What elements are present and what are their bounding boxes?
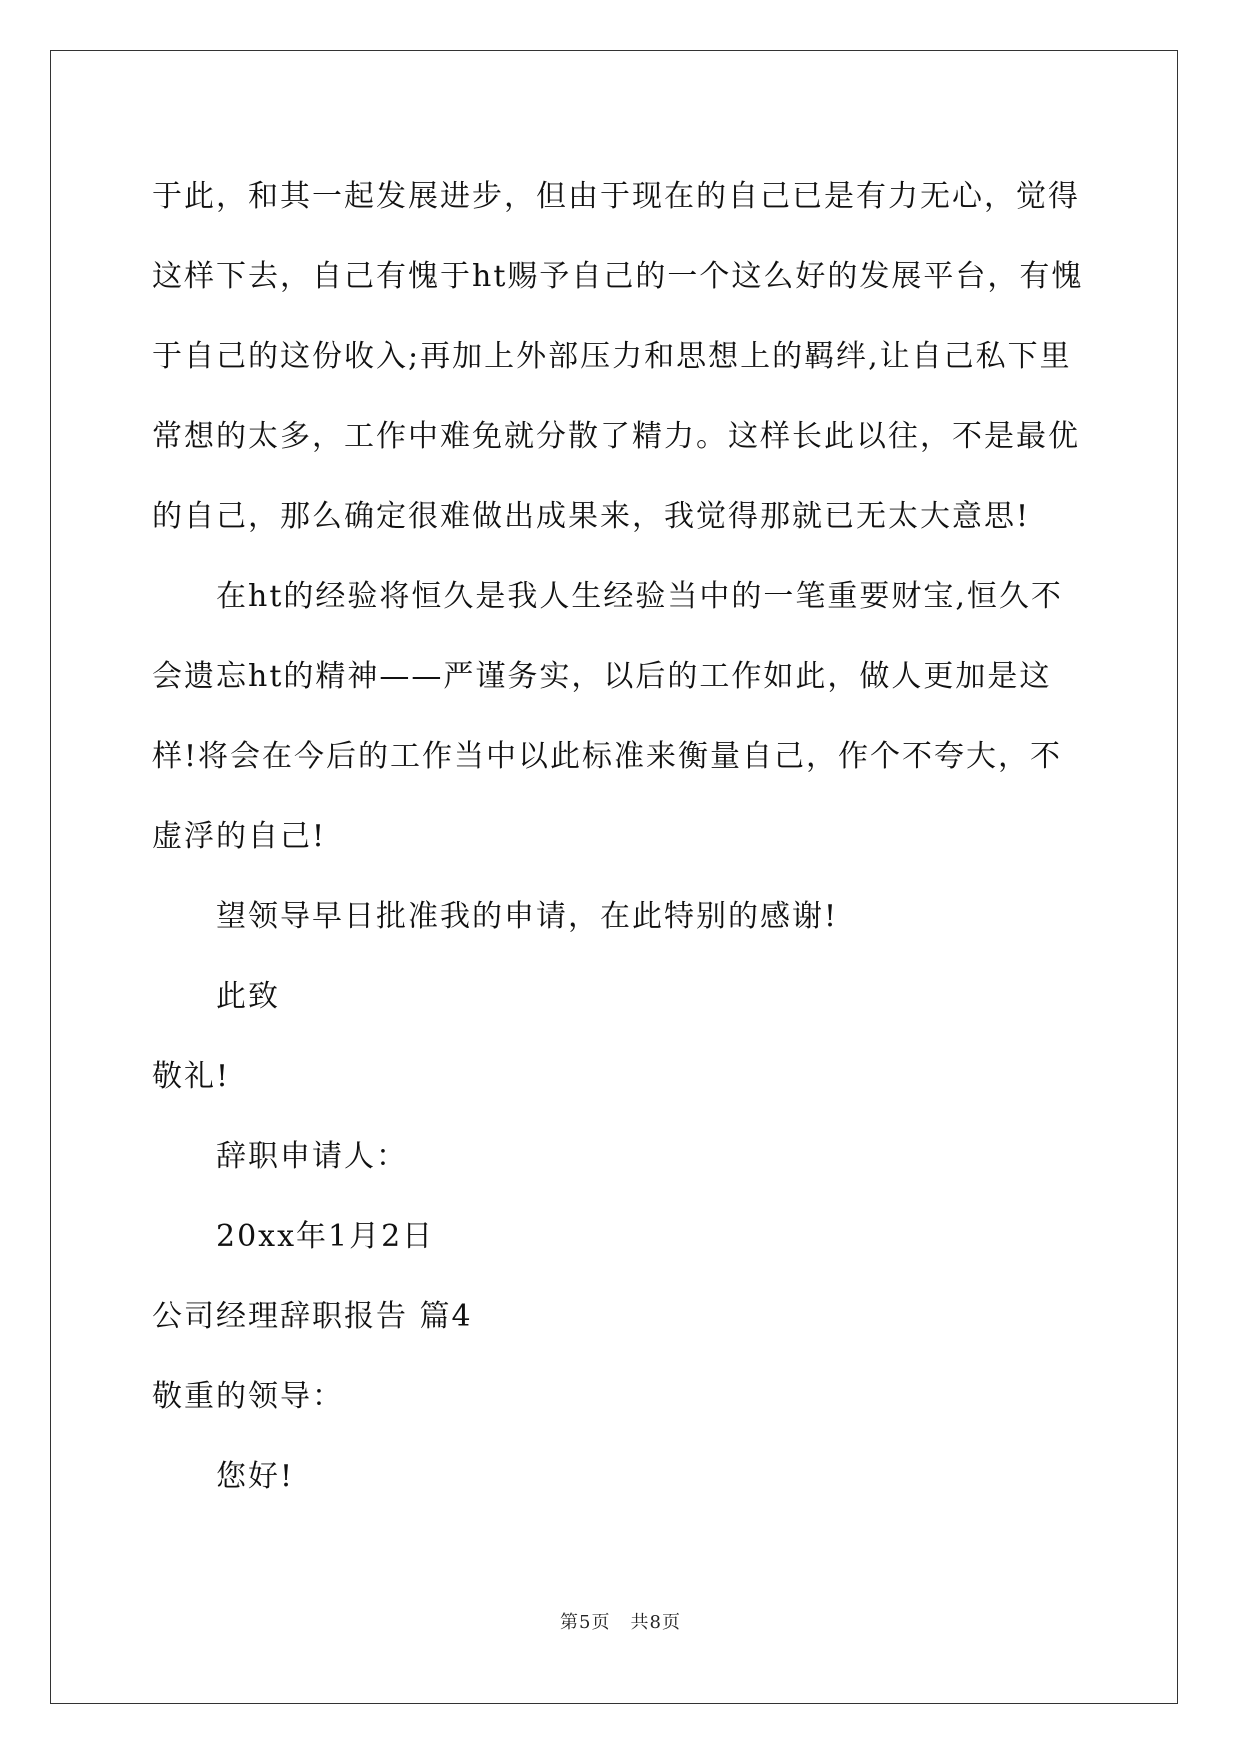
section-heading: 公司经理辞职报告 篇4 (152, 1299, 473, 1334)
paragraph-experience: 在ht的经验将恒久是我人生经验当中的一笔重要财宝,恒久不会遗忘ht的精神——严谨务实，以后的工作如此，做人更加是这样!将会在今后的工作当中以此标准来衡量自己，作个不夸大，不虚浮的自己! (152, 579, 1063, 854)
page-number-current: 第5页 (560, 1612, 611, 1633)
paragraph-continued: 于此，和其一起发展进步，但由于现在的自己已是有力无心，觉得这样下去，自己有愧于ht赐予自己的一个这么好的发展平台，有愧于自己的这份收入;再加上外部压力和思想上的羁绊,让自己私下里常想的太多，工作中难免就分散了精力。这样长此以往，不是最优的自己，那么确定很难做出成果来，我觉得那就已无太大意思! (152, 179, 1084, 534)
signature-date: 20xx年1月2日 (216, 1219, 435, 1254)
closing-respect: 敬礼! (152, 1059, 231, 1094)
paragraph-request: 望领导早日批准我的申请，在此特别的感谢! (216, 899, 839, 934)
page-footer (0, 1608, 1241, 1634)
letter-greeting: 敬重的领导： (152, 1379, 344, 1414)
letter-hello: 您好! (216, 1459, 295, 1494)
page-number-total: 共8页 (630, 1612, 681, 1633)
closing-salutation: 此致 (216, 979, 280, 1014)
signature-label: 辞职申请人： (216, 1139, 408, 1174)
document-body (152, 157, 1092, 1517)
